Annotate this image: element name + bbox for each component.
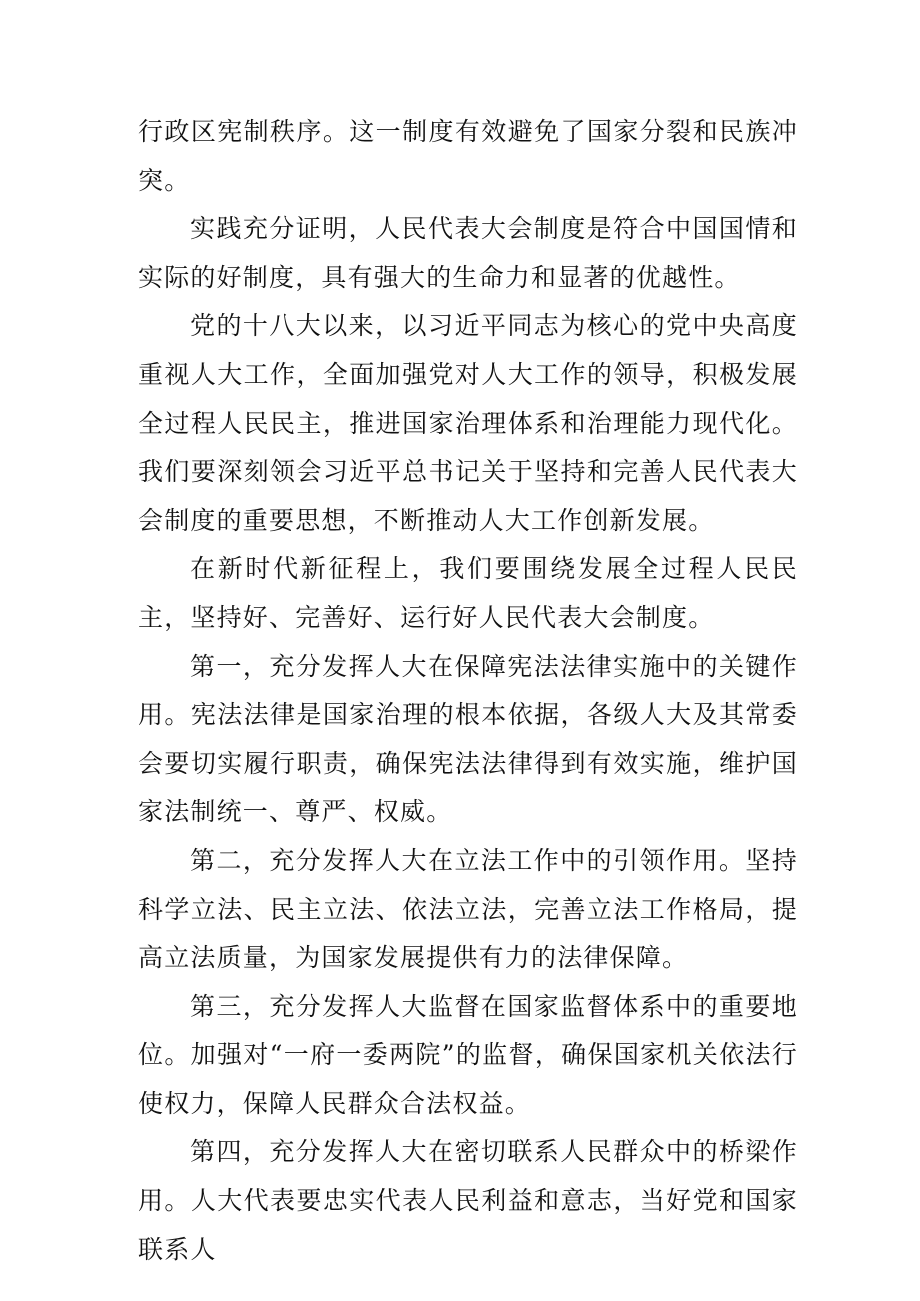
paragraph-4: 在新时代新征程上，我们要围绕发展全过程人民民主，坚持好、完善好、运行好人民代表大会制度。 (138, 554, 798, 632)
paragraph-2: 实践充分证明，人民代表大会制度是符合中国国情和实际的好制度，具有强大的生命力和显著的优越性。 (138, 214, 798, 292)
paragraph-8: 第四，充分发挥人大在密切联系人民群众中的桥梁作用。人大代表要忠实代表人民利益和意志，当好党和国家联系人 (138, 1137, 798, 1264)
paragraph-7: 第三，充分发挥人大监督在国家监督体系中的重要地位。加强对“一府一委两院”的监督，确保国家机关依法行使权力，保障人民群众合法权益。 (138, 991, 798, 1118)
paragraph-5: 第一，充分发挥人大在保障宪法法律实施中的关键作用。宪法法律是国家治理的根本依据，各级人大及其常委会要切实履行职责，确保宪法法律得到有效实施，维护国家法制统一、尊严、权威。 (138, 651, 798, 827)
paragraph-1: 行政区宪制秩序。这一制度有效避免了国家分裂和民族冲突。 (138, 117, 798, 195)
paragraph-6: 第二，充分发挥人大在立法工作中的引领作用。坚持科学立法、民主立法、依法立法，完善立法工作格局，提高立法质量，为国家发展提供有力的法律保障。 (138, 845, 798, 973)
paragraph-3: 党的十八大以来，以习近平同志为核心的党中央高度重视人大工作，全面加强党对人大工作的领导，积极发展全过程人民民主，推进国家治理体系和治理能力现代化。我们要深刻领会习近平总书记关于坚持和完善人民代表大会制度的重要思想，不断推动人大工作创新发展。 (138, 311, 798, 535)
body-text (138, 108, 798, 1274)
